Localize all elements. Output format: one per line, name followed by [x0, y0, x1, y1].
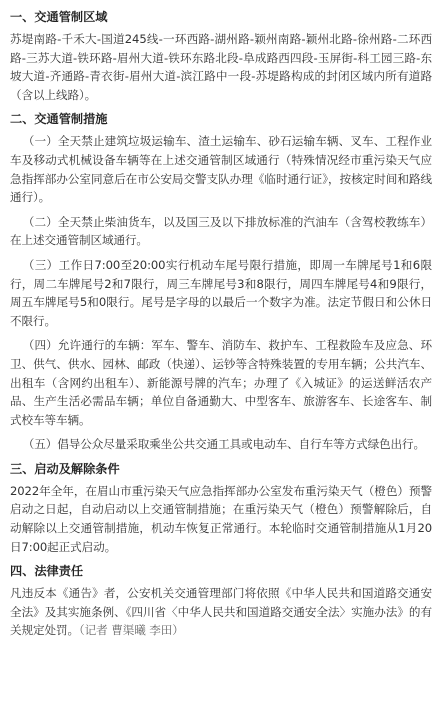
section-heading-start-end-conditions: 三、启动及解除条件	[10, 461, 120, 476]
section-heading-legal-liability: 四、法律责任	[10, 564, 84, 579]
section-heading-control-area: 一、交通管制区域	[10, 10, 108, 24]
section-heading-control-measures: 二、交通管制措施	[10, 112, 108, 127]
paragraph-measure-5: （五）倡导公众尽量采取乘坐公共交通工具或电动车、自行车等方式绿色出行。	[22, 437, 426, 452]
reporter-credit: （记者 曹渠曦 李田）	[78, 623, 184, 638]
paragraph-legal-liability	[10, 584, 432, 640]
paragraph-measure-4: （四）允许通行的车辆：军车、警车、消防车、救护车、工程救险车及应急、环卫、供气、供水、园林、邮政（快递）、运钞等含特殊装置的专用车辆；公共汽车、出租车（含网约出租车）、新能源号牌的汽车；办理了《入城证》的运送鲜活农产品、生产生活必需品车辆；单位自备通勤大、中型客车、旅游客车、长途客车、制式校车等车辆。	[10, 338, 432, 427]
paragraph-measure-3: （三）工作日7:00至20:00实行机动车尾号限行措施，即周一车牌尾号1和6限行，周二车牌尾号2和7限行，周三车牌尾号3和8限行，周四车牌尾号4和9限行，周五车牌尾号5和0限行。尾号是字母的以最后一个数字为准。法定节假日和公休日不限行。	[10, 257, 432, 328]
paragraph-measure-1: （一）全天禁止建筑垃圾运输车、渣土运输车、砂石运输车辆、叉车、工程作业车及移动式机械设备车辆等在上述交通管制区域通行（特殊情况经市重污染天气应急指挥部办公室同意后在市公安局交警支队办理《临时通行证》，按核定时间和路线通行）。	[10, 134, 432, 205]
legal-liability-text: 凡违反本《通告》者，公安机关交通管理部门将依照《中华人民共和国道路交通安全法》及其实施条例、《四川省〈中华人民共和国道路交通安全法〉实施办法》的有关规定处罚。	[10, 586, 432, 638]
paragraph-measure-2: （二）全天禁止柴油货车，以及国三及以下排放标准的汽油车（含驾校教练车）在上述交通管制区域通行。	[10, 214, 432, 248]
paragraph-start-end-conditions: 2022年全年，在眉山市重污染天气应急指挥部办公室发布重污染天气（橙色）预警启动之日起，自动启动以上交通管制措施；在重污染天气（橙色）预警解除后，自动解除以上交通管制措施，机动车恢复正常通行。本轮临时交通管制措施从1月20日7:00起正式启动。	[10, 483, 432, 554]
paragraph-control-area-roads: 苏堤南路-千禾大-国道245线-一环西路-湖州路-颖州南路-颖州北路-徐州路-二环西路-三苏大道-铁环路-眉州大道-铁环东路北段-阜成路西四段-玉屏街-科工园三路-东坡大道-齐通路-青衣街-眉州大道-滨江路中一段-苏堤路构成的封闭区域内所有道路（含以上线路）。	[10, 32, 432, 102]
